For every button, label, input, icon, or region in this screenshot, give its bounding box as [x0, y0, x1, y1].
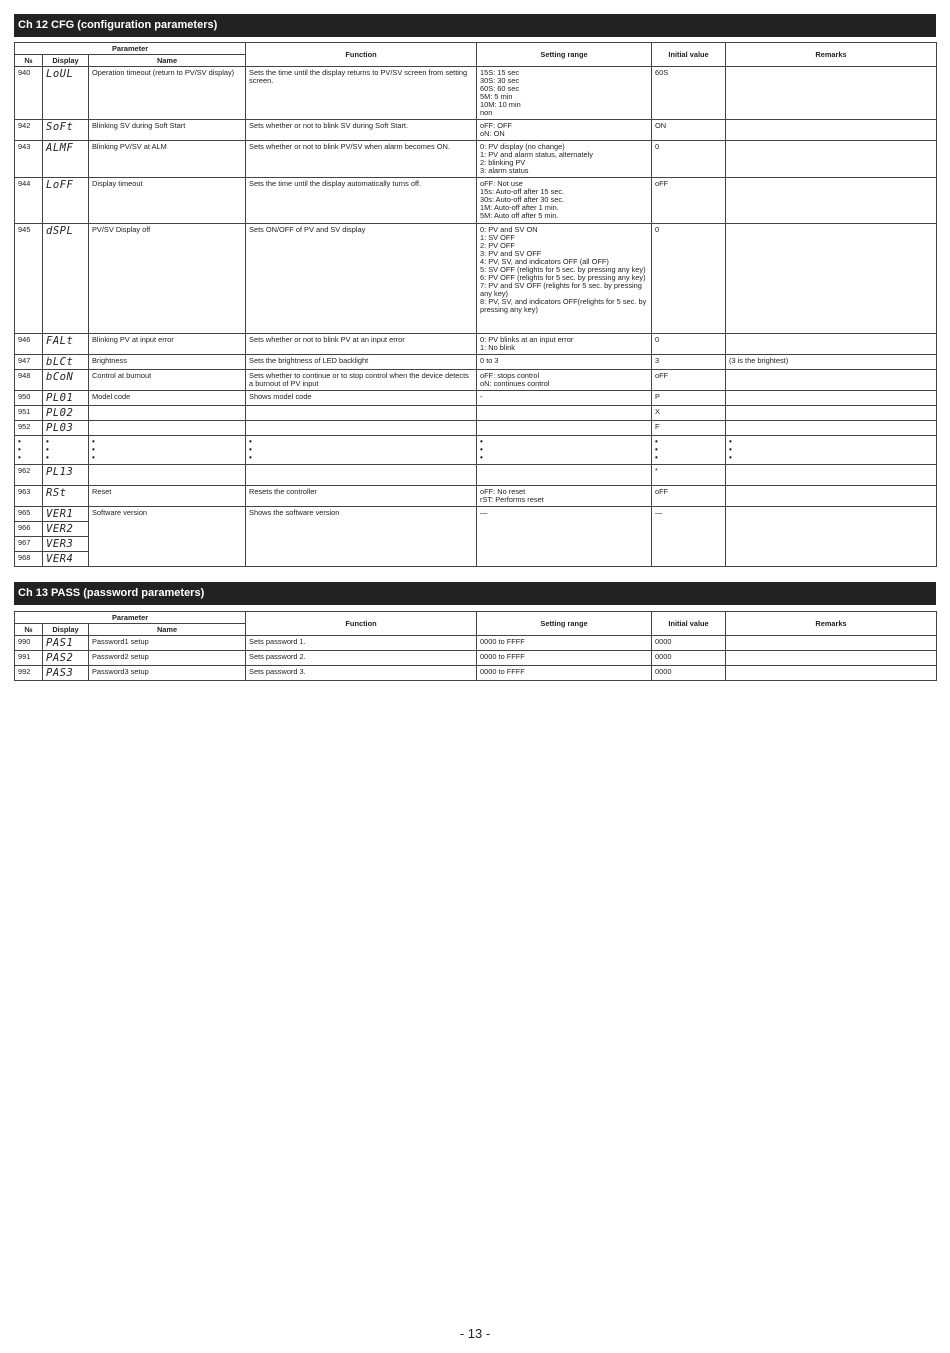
param-setting-range: 0: PV blinks at an input error 1: No blink — [477, 334, 652, 355]
param-function — [246, 465, 477, 486]
param-display-code: LoUL — [43, 67, 89, 120]
param-setting-range: oFF: OFF oN: ON — [477, 120, 652, 141]
no-header: № — [15, 624, 43, 636]
param-remarks — [726, 421, 937, 436]
param-number: 962 — [15, 465, 43, 486]
param-name: Reset — [89, 486, 246, 507]
param-remarks: (3 is the brightest) — [726, 355, 937, 370]
param-setting-range: 15S: 15 sec 30S: 30 sec 60S: 60 sec 5M: 5 min 10M: 10 min non — [477, 67, 652, 120]
param-function: Shows the software version — [246, 507, 477, 567]
table-row — [15, 666, 937, 681]
page-number: - 13 - — [459, 1326, 491, 1341]
table-row — [15, 355, 937, 370]
table-row — [15, 486, 937, 507]
param-name: PV/SV Display off — [89, 224, 246, 334]
param-display-code: VER3 — [43, 537, 89, 552]
param-display-code: PL01 — [43, 391, 89, 406]
param-number: 947 — [15, 355, 43, 370]
param-name: Blinking PV at input error — [89, 334, 246, 355]
param-name: Software version — [89, 507, 246, 567]
param-name: Password1 setup — [89, 636, 246, 651]
param-remarks — [726, 224, 937, 334]
param-number: 940 — [15, 67, 43, 120]
table-row — [15, 391, 937, 406]
param-initial-value: 0 — [652, 224, 726, 334]
display-header: Display — [43, 55, 89, 67]
ellipsis-dots: • • • — [246, 436, 477, 465]
setting-range-header: Setting range — [477, 43, 652, 67]
param-name: Password2 setup — [89, 651, 246, 666]
param-remarks — [726, 120, 937, 141]
param-setting-range: 0000 to FFFF — [477, 651, 652, 666]
table-row — [15, 651, 937, 666]
function-header: Function — [246, 43, 477, 67]
initial-value-header: Initial value — [652, 612, 726, 636]
param-display-code: VER4 — [43, 552, 89, 567]
param-function: Shows model code — [246, 391, 477, 406]
param-remarks — [726, 67, 937, 120]
param-display-code: RSt — [43, 486, 89, 507]
param-number: 946 — [15, 334, 43, 355]
table-row — [15, 141, 937, 178]
param-name: Brightness — [89, 355, 246, 370]
param-number: 951 — [15, 406, 43, 421]
param-name: Model code — [89, 391, 246, 406]
param-initial-value: oFF — [652, 486, 726, 507]
param-number: 942 — [15, 120, 43, 141]
param-function — [246, 421, 477, 436]
param-display-code: PAS3 — [43, 666, 89, 681]
param-remarks — [726, 465, 937, 486]
param-setting-range — [477, 465, 652, 486]
param-setting-range — [477, 421, 652, 436]
no-header: № — [15, 55, 43, 67]
remarks-header: Remarks — [726, 43, 937, 67]
param-number: 943 — [15, 141, 43, 178]
ch13-parameter-table — [14, 611, 937, 681]
param-initial-value: 60S — [652, 67, 726, 120]
param-number: 944 — [15, 178, 43, 224]
param-function: Sets password 3. — [246, 666, 477, 681]
ch12-parameter-table — [14, 42, 937, 567]
param-display-code: VER2 — [43, 522, 89, 537]
param-function: Sets whether or not to blink PV/SV when alarm becomes ON. — [246, 141, 477, 178]
param-name — [89, 421, 246, 436]
param-display-code: VER1 — [43, 507, 89, 522]
table-row — [15, 224, 937, 334]
ch13-section-title: Ch 13 PASS (password parameters) — [14, 582, 936, 605]
ellipsis-dots: • • • — [726, 436, 937, 465]
param-display-code: PL03 — [43, 421, 89, 436]
param-initial-value: 0000 — [652, 651, 726, 666]
param-remarks — [726, 334, 937, 355]
param-number: 990 — [15, 636, 43, 651]
table-row — [15, 465, 937, 486]
param-setting-range: oFF: stops control oN: continues control — [477, 370, 652, 391]
name-header: Name — [89, 624, 246, 636]
ellipsis-dots: • • • — [89, 436, 246, 465]
param-initial-value: * — [652, 465, 726, 486]
parameter-header: Parameter — [15, 612, 246, 624]
table-row-ellipsis — [15, 436, 937, 465]
table-row — [15, 120, 937, 141]
param-remarks — [726, 406, 937, 421]
table-row — [15, 406, 937, 421]
param-initial-value: X — [652, 406, 726, 421]
param-display-code: PL13 — [43, 465, 89, 486]
initial-value-header: Initial value — [652, 43, 726, 67]
param-display-code: bLCt — [43, 355, 89, 370]
param-name: Password3 setup — [89, 666, 246, 681]
param-initial-value: P — [652, 391, 726, 406]
param-setting-range: 0000 to FFFF — [477, 666, 652, 681]
param-remarks — [726, 141, 937, 178]
param-number: 952 — [15, 421, 43, 436]
param-display-code: SoFt — [43, 120, 89, 141]
display-header: Display — [43, 624, 89, 636]
table-row — [15, 370, 937, 391]
table-row — [15, 507, 937, 522]
param-initial-value: ON — [652, 120, 726, 141]
param-setting-range: oFF: Not use 15s: Auto-off after 15 sec. 30s: Auto-off after 30 sec. 1M: Auto-off after 1 min. 5M: Auto off after 5 min. — [477, 178, 652, 224]
param-function: Sets the time until the display returns to PV/SV screen from setting screen. — [246, 67, 477, 120]
param-number: 991 — [15, 651, 43, 666]
param-setting-range: 0 to 3 — [477, 355, 652, 370]
param-display-code: PAS2 — [43, 651, 89, 666]
param-number: 950 — [15, 391, 43, 406]
table-row — [15, 421, 937, 436]
param-name: Display timeout — [89, 178, 246, 224]
param-initial-value: F — [652, 421, 726, 436]
param-remarks — [726, 651, 937, 666]
param-number: 992 — [15, 666, 43, 681]
param-setting-range: — — [477, 507, 652, 567]
param-function: Sets whether or not to blink SV during Soft Start. — [246, 120, 477, 141]
param-initial-value: 0 — [652, 334, 726, 355]
param-number: 948 — [15, 370, 43, 391]
param-display-code: PL02 — [43, 406, 89, 421]
table-row — [15, 334, 937, 355]
param-remarks — [726, 507, 937, 567]
param-setting-range: 0: PV display (no change) 1: PV and alarm status, alternately 2: blinking PV 3: alarm status — [477, 141, 652, 178]
param-number: 966 — [15, 522, 43, 537]
param-function: Sets whether to continue or to stop control when the device detects a burnout of PV input — [246, 370, 477, 391]
table-row — [15, 636, 937, 651]
param-function: Sets the time until the display automatically turns off. — [246, 178, 477, 224]
ellipsis-dots: • • • — [43, 436, 89, 465]
table-row — [15, 67, 937, 120]
param-function: Sets ON/OFF of PV and SV display — [246, 224, 477, 334]
param-name — [89, 465, 246, 486]
param-display-code: LoFF — [43, 178, 89, 224]
ellipsis-dots: • • • — [652, 436, 726, 465]
param-remarks — [726, 486, 937, 507]
ch12-section-title: Ch 12 CFG (configuration parameters) — [14, 14, 936, 37]
param-number: 967 — [15, 537, 43, 552]
param-name: Blinking SV during Soft Start — [89, 120, 246, 141]
param-setting-range: 0000 to FFFF — [477, 636, 652, 651]
param-number: 965 — [15, 507, 43, 522]
function-header: Function — [246, 612, 477, 636]
param-name — [89, 406, 246, 421]
remarks-header: Remarks — [726, 612, 937, 636]
param-remarks — [726, 666, 937, 681]
param-function: Sets password 2. — [246, 651, 477, 666]
param-function: Sets whether or not to blink PV at an input error — [246, 334, 477, 355]
name-header: Name — [89, 55, 246, 67]
param-setting-range: - — [477, 391, 652, 406]
param-setting-range: oFF: No reset rST: Performs reset — [477, 486, 652, 507]
param-number: 968 — [15, 552, 43, 567]
parameter-header: Parameter — [15, 43, 246, 55]
param-number: 963 — [15, 486, 43, 507]
param-display-code: dSPL — [43, 224, 89, 334]
param-remarks — [726, 391, 937, 406]
param-display-code: bCoN — [43, 370, 89, 391]
param-initial-value: oFF — [652, 178, 726, 224]
param-initial-value: 0000 — [652, 636, 726, 651]
setting-range-header: Setting range — [477, 612, 652, 636]
ellipsis-dots: • • • — [15, 436, 43, 465]
param-number: 945 — [15, 224, 43, 334]
param-initial-value: 0 — [652, 141, 726, 178]
param-setting-range: 0: PV and SV ON 1: SV OFF 2: PV OFF 3: PV and SV OFF 4: PV, SV, and indicators OFF (all OFF) 5: SV OFF (relights for 5 sec. by pressing any key) 6: PV OFF (relights for 5 sec. by pressing any key) 7: PV and SV OFF (relights for 5 sec. by pressing any key) 8: PV, SV, and indicators OFF(relights for 5 sec. by pressing any key) — [477, 224, 652, 334]
param-display-code: FALt — [43, 334, 89, 355]
param-name: Control at burnout — [89, 370, 246, 391]
param-function: Sets password 1. — [246, 636, 477, 651]
param-function — [246, 406, 477, 421]
param-initial-value: 0000 — [652, 666, 726, 681]
param-initial-value: oFF — [652, 370, 726, 391]
param-remarks — [726, 178, 937, 224]
param-remarks — [726, 370, 937, 391]
param-name: Blinking PV/SV at ALM — [89, 141, 246, 178]
param-display-code: PAS1 — [43, 636, 89, 651]
table-row — [15, 178, 937, 224]
param-initial-value: 3 — [652, 355, 726, 370]
param-display-code: ALMF — [43, 141, 89, 178]
param-initial-value: — — [652, 507, 726, 567]
ellipsis-dots: • • • — [477, 436, 652, 465]
param-setting-range — [477, 406, 652, 421]
param-function: Resets the controller — [246, 486, 477, 507]
param-name: Operation timeout (return to PV/SV display) — [89, 67, 246, 120]
param-function: Sets the brightness of LED backlight — [246, 355, 477, 370]
param-remarks — [726, 636, 937, 651]
